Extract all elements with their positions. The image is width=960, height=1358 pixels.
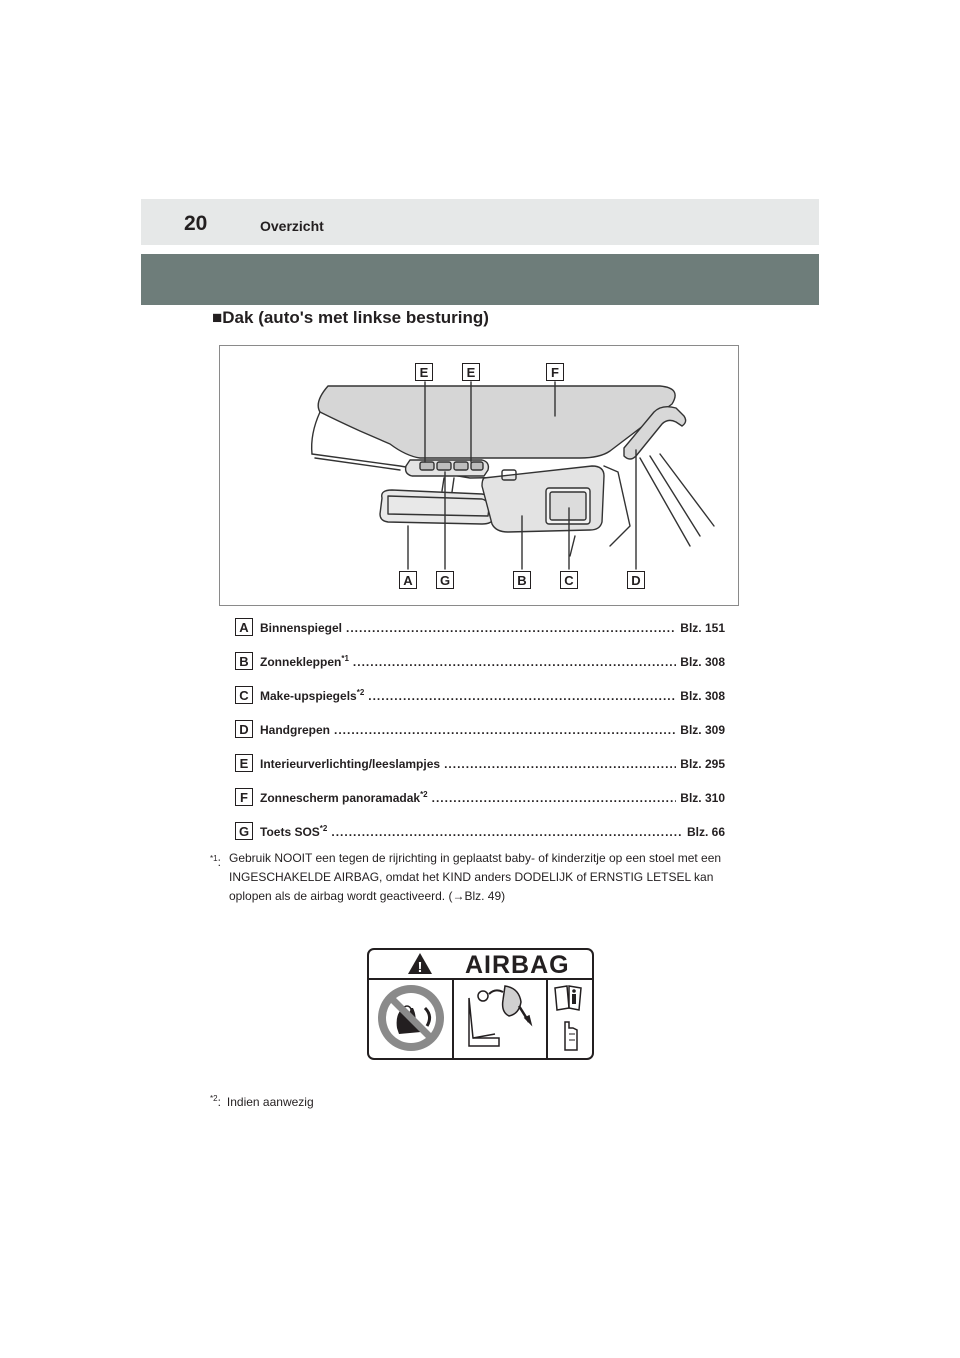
subsection-title: Dak (auto's met linkse besturing): [222, 308, 489, 327]
warning-glyph: !: [417, 959, 423, 975]
item-footnote-ref: *2: [319, 824, 328, 833]
page-reference-link[interactable]: Blz. 66: [686, 825, 725, 839]
item-label: Interieurverlichting/leeslampjes: [260, 757, 441, 771]
list-item: [235, 649, 725, 683]
leader-dots: [444, 757, 676, 771]
list-item: [235, 751, 725, 785]
footnote-text: Gebruik NOOIT een tegen de rijrichting in geplaatst baby- of kinderzitje op een stoel met een INGESCHAKELDE AIRBAG, omdat het KIND anders DODELIJK of ERNSTIG LETSEL kan oplopen als de airbag wordt geactiveerd. (→Blz. 49): [229, 851, 722, 903]
leader-dots: [346, 621, 676, 635]
callout-e-1: E: [415, 363, 433, 381]
item-letter: C: [235, 686, 253, 704]
owners-manual-icon: [555, 986, 581, 1050]
item-label: Zonnescherm panoramadak: [260, 791, 421, 805]
footnote-mark: *1: [210, 854, 218, 863]
item-label: Handgrepen: [260, 723, 331, 737]
leader-dots: [353, 655, 676, 669]
header-band: [141, 199, 819, 245]
item-letter: B: [235, 652, 253, 670]
subsection-heading: [212, 308, 489, 328]
no-rear-facing-child-seat-icon: [378, 985, 444, 1051]
callout-e-2: E: [462, 363, 480, 381]
footnote-mark: *2: [210, 1094, 218, 1103]
item-letter: D: [235, 720, 253, 738]
list-item: [235, 785, 725, 819]
callout-d: D: [627, 571, 645, 589]
leader-dots: [368, 689, 676, 703]
page-reference-link[interactable]: Blz. 308: [680, 689, 725, 703]
item-list: [235, 615, 725, 853]
list-item: [235, 819, 725, 853]
footnote-colon: :: [217, 855, 221, 869]
item-footnote-ref: *2: [356, 688, 365, 697]
page-number: 20: [184, 212, 208, 235]
callout-a: A: [399, 571, 417, 589]
roof-illustration: [219, 345, 739, 606]
airbag-warning-label: [367, 948, 594, 1060]
page-reference-link[interactable]: Blz. 151: [680, 621, 725, 635]
footnote-2: [210, 1094, 314, 1109]
list-item: [235, 717, 725, 751]
list-item: [235, 683, 725, 717]
callout-c: C: [560, 571, 578, 589]
footnote-colon: :: [217, 1095, 221, 1109]
item-letter: E: [235, 754, 253, 772]
leader-dots: [331, 825, 683, 839]
roof-drawing: [220, 346, 740, 607]
child-seat-airbag-icon: [469, 986, 531, 1046]
title-band: [141, 254, 819, 305]
airbag-label-pictograms: [369, 978, 592, 1058]
warning-triangle-icon: [407, 952, 433, 975]
footnote-text: Indien aanwezig: [226, 1095, 314, 1109]
item-label: Make-upspiegels: [260, 689, 357, 703]
leader-dots: [334, 723, 676, 737]
airbag-label-header: [369, 950, 592, 980]
callout-g: G: [436, 571, 454, 589]
item-footnote-ref: *1: [341, 654, 349, 663]
page-reference-link[interactable]: Blz. 308: [680, 655, 725, 669]
page-reference-link[interactable]: Blz. 310: [680, 791, 725, 805]
item-letter: F: [235, 788, 253, 806]
panoramic-roof-shape: [318, 386, 675, 458]
callout-b: B: [513, 571, 531, 589]
footnote-1: [210, 849, 750, 906]
leader-dots: [432, 791, 677, 805]
airbag-title: AIRBAG: [465, 951, 570, 979]
callout-f: F: [546, 363, 564, 381]
page-reference-link[interactable]: Blz. 309: [680, 723, 725, 737]
page-reference-link[interactable]: Blz. 295: [680, 757, 725, 771]
item-label: Binnenspiegel: [260, 621, 343, 635]
rear-view-mirror: [380, 490, 496, 524]
item-label: Zonnekleppen: [260, 655, 342, 669]
bullet-square: ■: [212, 308, 223, 327]
item-label: Toets SOS: [260, 825, 320, 839]
item-letter: G: [235, 822, 253, 840]
list-item: [235, 615, 725, 649]
section-name: Overzicht: [260, 218, 324, 234]
item-footnote-ref: *2: [420, 790, 428, 799]
item-letter: A: [235, 618, 253, 636]
